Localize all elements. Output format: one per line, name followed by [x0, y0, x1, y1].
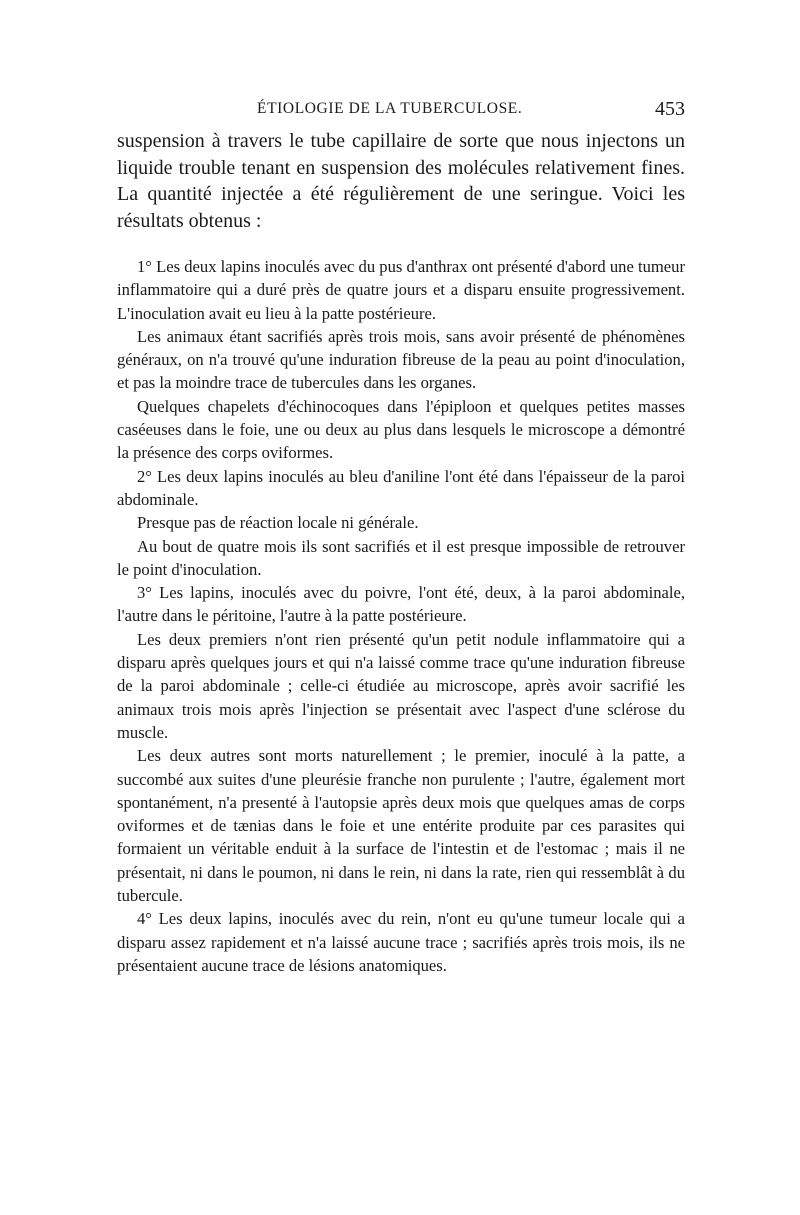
page-header	[117, 98, 685, 124]
paragraph-2: Les animaux étant sacrifiés après trois mois, sans avoir présenté de phénomènes généraux, on n'a trouvé qu'une induration fibreuse de la peau au point d'inoculation, et pas la moindre trace de tubercules dans les organes.	[117, 326, 685, 393]
paragraph-9: Les deux autres sont morts naturellement ; le premier, inoculé à la patte, a succombé aux suites d'une pleurésie franche non purulente ; l'autre, également mort spontanément, n'a presenté à l'autopsie après deux mois que quelques amas de corps oviformes et de tænias dans le foie et une entérite produite par ces parasites qui formaient un véritable enduit à la surface de l'intestin et de l'estomac ; mais il ne présentait, ni dans le poumon, ni dans le rein, ni dans la rate, rien qui ressemblât à du tubercule.	[117, 746, 685, 906]
page-number: 453	[655, 98, 685, 120]
paragraph-3: Quelques chapelets d'échinocoques dans l'épiploon et quelques petites masses caséeuses dans le foie, une ou deux au plus dans lesquels le microscope a démontré la présence des corps oviformes.	[117, 396, 685, 463]
paragraph-7: 3° Les lapins, inoculés avec du poivre, l'ont été, deux, à la paroi abdominale, l'autre dans le péritoine, l'autre à la patte postérieure.	[117, 583, 685, 626]
paragraph-4: 2° Les deux lapins inoculés au bleu d'aniline l'ont été dans l'épaisseur de la paroi abdominale.	[117, 466, 685, 509]
paragraph-1: 1° Les deux lapins inoculés avec du pus d'anthrax ont présenté d'abord une tumeur inflammatoire qui a duré près de quatre jours et a disparu ensuite progressivement. L'inoculation avait eu lieu à la patte postérieure.	[117, 257, 685, 323]
paragraph-6: Au bout de quatre mois ils sont sacrifiés et il est presque impossible de retrouver le point d'inoculation.	[117, 536, 685, 579]
running-title: ÉTIOLOGIE DE LA TUBERCULOSE.	[257, 100, 523, 117]
results-body	[117, 255, 685, 977]
intro-paragraph: suspension à travers le tube capillaire de sorte que nous injectons un liquide trouble tenant en suspension des molécules relativement fines. La quantité injectée a été régulièrement de une seringue. Voici les résultats obtenus :	[117, 130, 685, 232]
paragraph-5: Presque pas de réaction locale ni générale.	[137, 513, 419, 533]
paragraph-10: 4° Les deux lapins, inoculés avec du rein, n'ont eu qu'une tumeur locale qui a disparu assez rapidement et n'a laissé aucune trace ; sacrifiés après trois mois, ils ne présentaient aucune trace de lésions anatomiques.	[117, 909, 685, 975]
paragraph-8: Les deux premiers n'ont rien présenté qu'un petit nodule inflammatoire qui a disparu après quelques jours et qui n'a laissé comme trace qu'une induration fibreuse de la paroi abdominale ; celle-ci étudiée au microscope, après avoir sacrifié les animaux trois mois après l'injection se présentait avec l'aspect d'une sclérose du muscle.	[117, 629, 685, 742]
